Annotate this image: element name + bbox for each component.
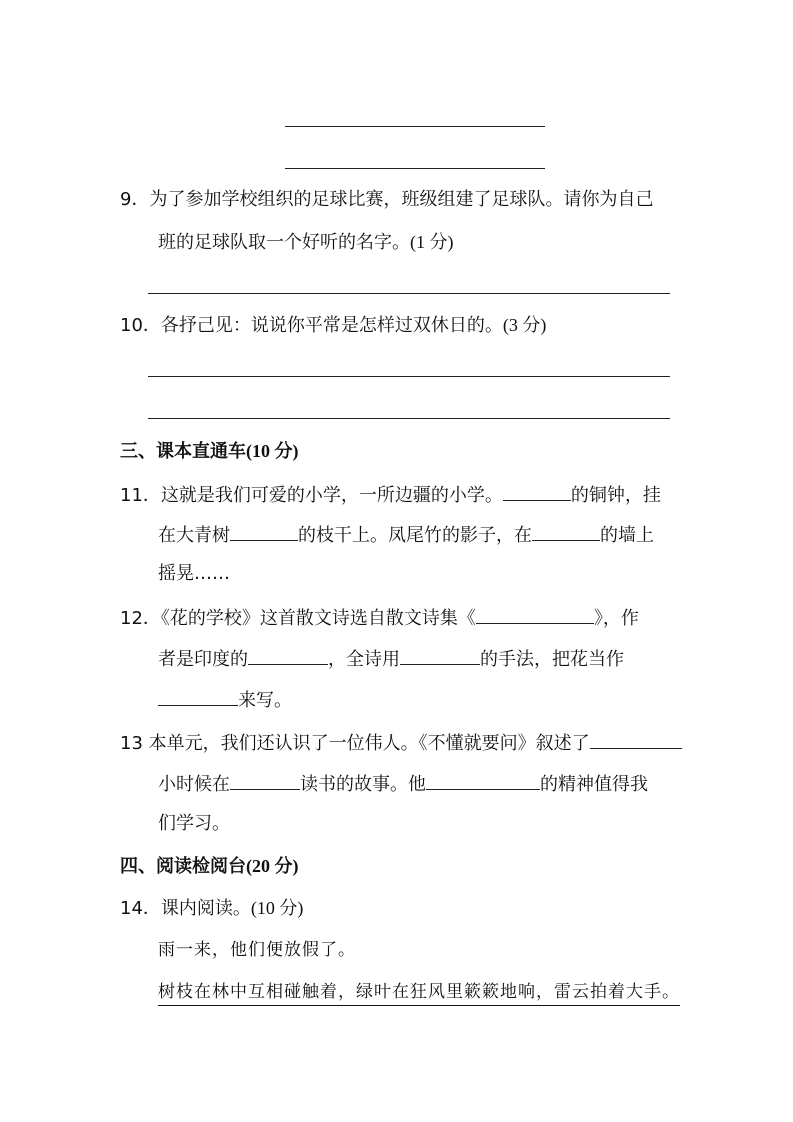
question-12-blank-4[interactable] <box>158 687 238 706</box>
question-10-answer-line-2[interactable] <box>148 418 670 419</box>
question-13-text-2b: 读书的故事。他 <box>300 774 426 795</box>
answer-line-top-2[interactable] <box>285 168 545 169</box>
question-11-blank-3[interactable] <box>532 522 600 541</box>
question-12-line-1 <box>120 605 639 630</box>
question-12-blank-3[interactable] <box>400 646 480 665</box>
question-12-text-2c: 的手法，把花当作 <box>480 649 624 670</box>
question-13-blank-2[interactable] <box>230 771 300 790</box>
question-11-text-1b: 的铜钟，挂 <box>570 485 661 506</box>
question-11-line-3: 摇晃…… <box>158 563 230 584</box>
question-13-blank-1[interactable] <box>590 730 682 749</box>
section-3-heading <box>120 440 299 463</box>
question-14-text: 14．课内阅读。 <box>120 898 251 919</box>
question-13-line-3: 们学习。 <box>158 813 230 834</box>
question-12-text-1b: 》，作 <box>593 608 639 629</box>
section-3-score: (10 分) <box>246 441 299 461</box>
question-11-text-2b: 的枝干上。凤尾竹的影子，在 <box>298 525 532 546</box>
question-11-blank-1[interactable] <box>503 482 571 501</box>
question-11-text-1a: 11．这就是我们可爱的小学，一所边疆的小学。 <box>120 485 503 506</box>
question-11-text-2a: 在大青树 <box>158 525 230 546</box>
question-10-answer-line-1[interactable] <box>148 376 670 377</box>
question-14 <box>120 897 303 920</box>
answer-line-top-1[interactable] <box>285 126 545 127</box>
question-12-text-3b: 来写。 <box>238 690 292 711</box>
question-10 <box>120 314 546 337</box>
question-11-text-2c: 的墙上 <box>600 525 654 546</box>
passage-line-1: 雨一来，他们便放假了。 <box>158 940 356 960</box>
question-13-line-2 <box>158 771 648 796</box>
question-12-text-2a: 者是印度的 <box>158 649 248 670</box>
question-9-score: (1 分) <box>410 232 454 252</box>
question-11-blank-2[interactable] <box>230 522 298 541</box>
question-9-text: 班的足球队取一个好听的名字。 <box>158 232 410 253</box>
question-13-text-1a: 13 本单元，我们还认识了一位伟人。《不懂就要问》叙述了 <box>120 733 590 754</box>
question-9-line-2 <box>158 231 454 254</box>
question-11-line-2 <box>158 522 654 547</box>
section-4-title: 四、阅读检阅台 <box>120 856 246 877</box>
question-10-score: (3 分) <box>502 315 547 335</box>
passage-line-2-underlined: 树枝在林中互相碰触着，绿叶在狂风里簌簌地响，雷云拍着大手。 <box>158 981 680 1006</box>
question-9-answer-line[interactable] <box>148 293 670 294</box>
section-4-heading <box>120 855 299 878</box>
question-13-text-2a: 小时候在 <box>158 774 230 795</box>
question-9-line-1: 9．为了参加学校组织的足球比赛，班级组建了足球队。请你为自己 <box>120 189 654 210</box>
question-12-line-2 <box>158 646 624 671</box>
question-12-blank-1[interactable] <box>476 605 594 624</box>
question-13-blank-3[interactable] <box>426 771 540 790</box>
question-13-line-1 <box>120 730 682 755</box>
section-3-title: 三、课本直通车 <box>120 441 246 462</box>
question-12-text-1a: 12．《花的学校》这首散文诗选自散文诗集《 <box>120 608 476 629</box>
question-13-text-2c: 的精神值得我 <box>540 774 648 795</box>
question-12-text-2b: ，全诗用 <box>328 649 400 670</box>
question-14-score: (10 分) <box>250 898 304 918</box>
question-11-line-1 <box>120 482 661 507</box>
question-12-line-3 <box>158 687 292 712</box>
section-4-score: (20 分) <box>246 856 299 876</box>
question-12-blank-2[interactable] <box>248 646 328 665</box>
question-10-text: 10．各抒己见：说说你平常是怎样过双休日的。 <box>120 315 503 336</box>
